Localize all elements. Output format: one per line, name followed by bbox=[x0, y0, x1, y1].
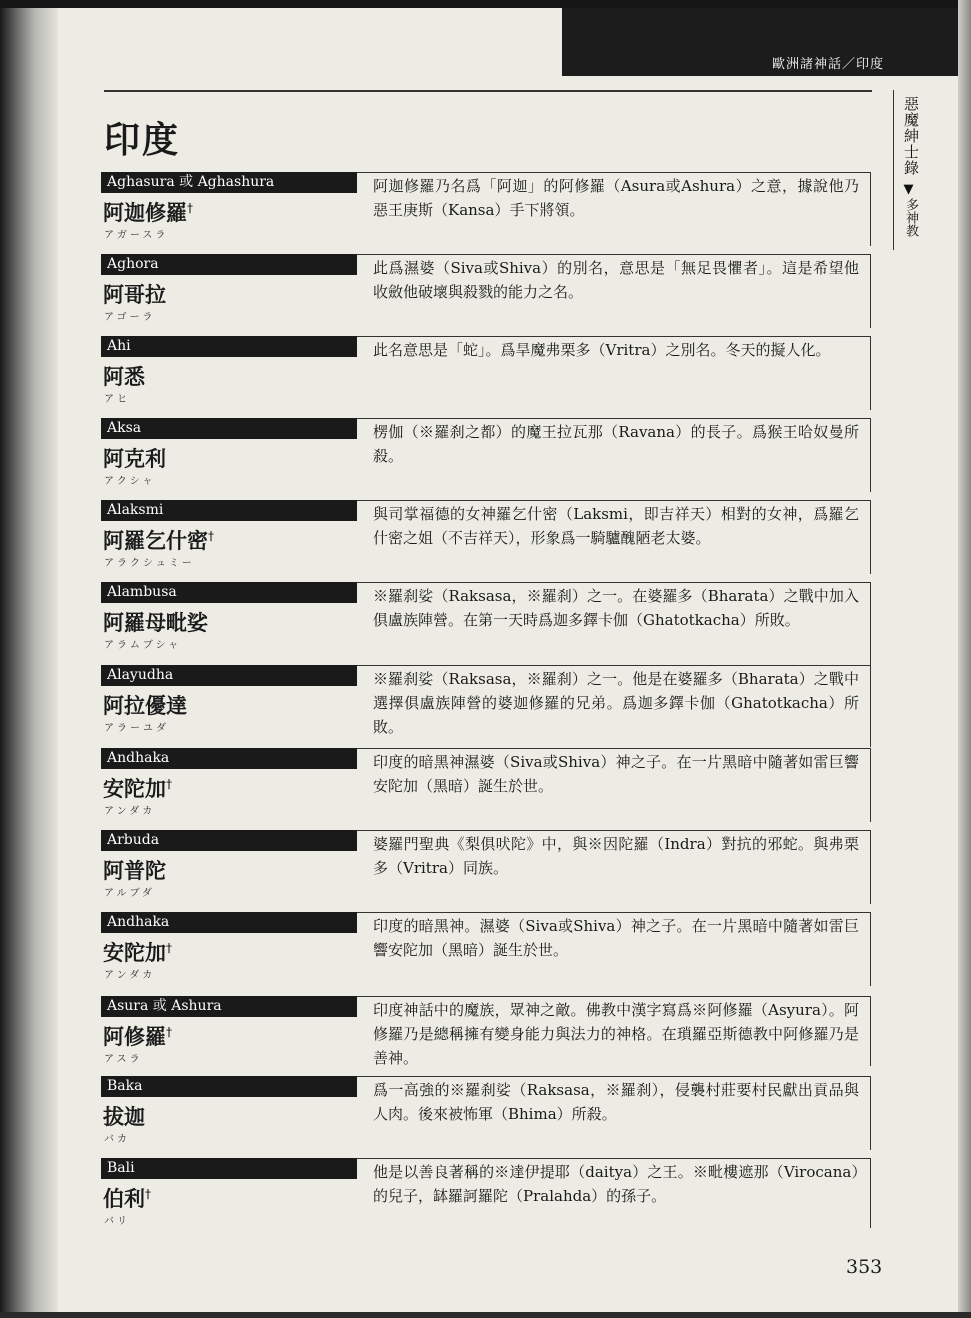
entry-kana: アスラ bbox=[104, 1054, 143, 1065]
entry-side-rule bbox=[870, 418, 871, 492]
entry-kana: アルブダ bbox=[104, 888, 155, 899]
running-header bbox=[562, 8, 958, 76]
entry-name bbox=[103, 1183, 151, 1213]
side-tab-section: 惡魔紳士錄 bbox=[902, 96, 920, 176]
entry-rule bbox=[357, 912, 871, 913]
entry-side-rule bbox=[870, 748, 871, 822]
entry-rule bbox=[357, 665, 871, 666]
page-top-edge bbox=[0, 0, 971, 8]
dagger-mark: † bbox=[187, 201, 193, 215]
entry-romanized-name: Arbuda bbox=[101, 830, 357, 851]
entry-romanized-name: Bali bbox=[101, 1158, 357, 1179]
entry-side-rule bbox=[870, 172, 871, 246]
dagger-mark: † bbox=[166, 777, 172, 791]
entry-side-rule bbox=[870, 1158, 871, 1228]
dagger-mark: † bbox=[166, 941, 172, 955]
entry-kana: アラムブシャ bbox=[104, 640, 182, 651]
entry-name bbox=[103, 1101, 145, 1131]
entry-name-text: 阿羅乞什密 bbox=[103, 529, 208, 553]
entry-name-text: 阿悉 bbox=[103, 365, 145, 389]
entry-rule bbox=[357, 336, 871, 337]
entry-name-text: 阿羅母毗娑 bbox=[103, 611, 208, 635]
entry-side-rule bbox=[870, 912, 871, 986]
entry-name bbox=[103, 937, 172, 967]
entry-rule bbox=[357, 172, 871, 173]
entry-name bbox=[103, 525, 214, 555]
entry-kana: アンダカ bbox=[104, 806, 156, 817]
entry-name bbox=[103, 197, 193, 227]
side-tab-divider bbox=[893, 90, 894, 250]
entry-name-text: 安陀加 bbox=[103, 777, 166, 801]
entry-name-text: 阿克利 bbox=[103, 447, 166, 471]
entry-description: 印度的暗黑神濕婆（Siva或Shiva）神之子。在一片黑暗中隨著如雷巨響安陀加（黑暗）誕生於世。 bbox=[373, 753, 859, 795]
entry-romanized-name: Asura 或 Ashura bbox=[101, 996, 357, 1017]
entry-description: 阿迦修羅乃名爲「阿迦」的阿修羅（Asura或Ashura）之意，據說他乃惡王庚斯（Kansa）手下將領。 bbox=[373, 177, 859, 219]
entry-romanized-name: Alaksmi bbox=[101, 500, 357, 521]
entry-romanized-name: Andhaka bbox=[101, 748, 357, 769]
entry-name-text: 拔迦 bbox=[103, 1105, 145, 1129]
entry-rule bbox=[357, 582, 871, 583]
entry-rule bbox=[357, 1076, 871, 1077]
entry-kana: アガースラ bbox=[104, 230, 169, 241]
entry-description: ※羅刹娑（Raksasa，※羅刹）之一。他是在婆羅多（Bharata）之戰中選擇俱盧族陣營的婆迦修羅的兄弟。爲迦多鐸卡伽（Ghatotkacha）所敗。 bbox=[373, 670, 859, 736]
entry-rule bbox=[357, 418, 871, 419]
entry-side-rule bbox=[870, 500, 871, 574]
entry-name bbox=[103, 443, 166, 473]
entry-side-rule bbox=[870, 830, 871, 904]
entry-name bbox=[103, 773, 172, 803]
page-number: 353 bbox=[846, 1256, 883, 1278]
entry-description: 印度的暗黑神。濕婆（Siva或Shiva）神之子。在一片黑暗中隨著如雷巨響安陀加（黑暗）誕生於世。 bbox=[373, 917, 859, 959]
entry-side-rule bbox=[870, 1076, 871, 1150]
entry-description: 此名意思是「蛇」。爲旱魔弗栗多（Vritra）之別名。冬天的擬人化。 bbox=[373, 341, 831, 359]
entry-name-text: 阿迦修羅 bbox=[103, 201, 187, 225]
entry-kana: アラーユダ bbox=[104, 723, 169, 734]
breadcrumb: 歐洲諸神話／印度 bbox=[771, 57, 884, 72]
entry-name-text: 阿拉優達 bbox=[103, 694, 187, 718]
entry-kana: バカ bbox=[104, 1134, 130, 1145]
entry-name-text: 安陀加 bbox=[103, 941, 166, 965]
entry-romanized-name: Aghasura 或 Aghashura bbox=[101, 172, 357, 193]
entry-rule bbox=[357, 748, 871, 749]
entry-kana: アクシャ bbox=[104, 476, 156, 487]
entry-kana: アラクシュミー bbox=[104, 558, 195, 569]
top-rule bbox=[104, 90, 872, 92]
entry-kana: アゴーラ bbox=[104, 312, 156, 323]
entry-description: ※羅刹娑（Raksasa，※羅刹）之一。在婆羅多（Bharata）之戰中加入俱盧族陣營。在第一天時爲迦多鐸卡伽（Ghatotkacha）所敗。 bbox=[373, 587, 859, 629]
entry-description: 爲一高強的※羅刹娑（Raksasa，※羅刹），侵襲村莊要村民獻出貢品與人肉。後來被怖軍（Bhima）所殺。 bbox=[373, 1081, 859, 1123]
entry-description: 楞伽（※羅刹之都）的魔王拉瓦那（Ravana）的長子。爲猴王哈奴曼所殺。 bbox=[373, 423, 859, 465]
page-bottom-edge bbox=[0, 1312, 971, 1318]
dagger-mark: † bbox=[145, 1187, 151, 1201]
entry-romanized-name: Aghora bbox=[101, 254, 357, 275]
page-right-edge bbox=[958, 0, 971, 1318]
entry-rule bbox=[357, 1158, 871, 1159]
entry-description: 與司掌福德的女神羅乞什密（Laksmi，即吉祥天）相對的女神，爲羅乞什密之姐（不吉祥天），形象爲一騎驢醜陋老太婆。 bbox=[373, 505, 859, 547]
page-title: 印度 bbox=[104, 120, 181, 161]
entry-romanized-name: Andhaka bbox=[101, 912, 357, 933]
entry-rule bbox=[357, 254, 871, 255]
entry-kana: アンダカ bbox=[104, 970, 156, 981]
entry-name bbox=[103, 855, 166, 885]
entry-description: 他是以善良著稱的※達伊提耶（daitya）之王。※毗樓遮那（Virocana）的兒子，缽羅訶羅陀（Pralahda）的孫子。 bbox=[373, 1163, 859, 1205]
side-tab bbox=[893, 90, 943, 250]
entry-romanized-name: Alambusa bbox=[101, 582, 357, 603]
entry-description: 此爲濕婆（Siva或Shiva）的別名，意思是「無足畏懼者」。這是希望他收斂他破壞與殺戮的能力之名。 bbox=[373, 259, 859, 301]
entry-rule bbox=[357, 996, 871, 997]
entry-name bbox=[103, 607, 208, 637]
side-tab-subsection: 多神教 bbox=[903, 198, 918, 237]
dagger-mark: † bbox=[208, 529, 214, 543]
entry-name bbox=[103, 361, 145, 391]
entry-romanized-name: Aksa bbox=[101, 418, 357, 439]
entry-name bbox=[103, 690, 187, 720]
entry-side-rule bbox=[870, 336, 871, 410]
entry-romanized-name: Ahi bbox=[101, 336, 357, 357]
entry-name-text: 阿普陀 bbox=[103, 859, 166, 883]
entry-description: 印度神話中的魔族，眾神之敵。佛教中漢字寫爲※阿修羅（Asyura）。阿修羅乃是總稱擁有變身能力與法力的神格。在瑣羅亞斯德教中阿修羅乃是善神。 bbox=[373, 1001, 859, 1067]
entry-description: 婆羅門聖典《梨俱吠陀》中，與※因陀羅（Indra）對抗的邪蛇。與弗栗多（Vritra）同族。 bbox=[373, 835, 859, 877]
dagger-mark: † bbox=[166, 1025, 172, 1039]
entry-side-rule bbox=[870, 996, 871, 1066]
entry-name-text: 阿哥拉 bbox=[103, 283, 166, 307]
entry-rule bbox=[357, 830, 871, 831]
entry-side-rule bbox=[870, 582, 871, 666]
entry-name-text: 伯利 bbox=[103, 1187, 145, 1211]
entry-name bbox=[103, 1021, 172, 1051]
entry-romanized-name: Alayudha bbox=[101, 665, 357, 686]
book-spine-shadow bbox=[0, 0, 58, 1318]
entry-rule bbox=[357, 500, 871, 501]
side-tab-arrow: ▼ bbox=[901, 182, 916, 197]
entry-name-text: 阿修羅 bbox=[103, 1025, 166, 1049]
entry-kana: アヒ bbox=[104, 394, 130, 405]
entry-side-rule bbox=[870, 254, 871, 328]
entry-side-rule bbox=[870, 665, 871, 747]
entry-name bbox=[103, 279, 166, 309]
entry-romanized-name: Baka bbox=[101, 1076, 357, 1097]
entry-kana: バリ bbox=[104, 1216, 130, 1227]
